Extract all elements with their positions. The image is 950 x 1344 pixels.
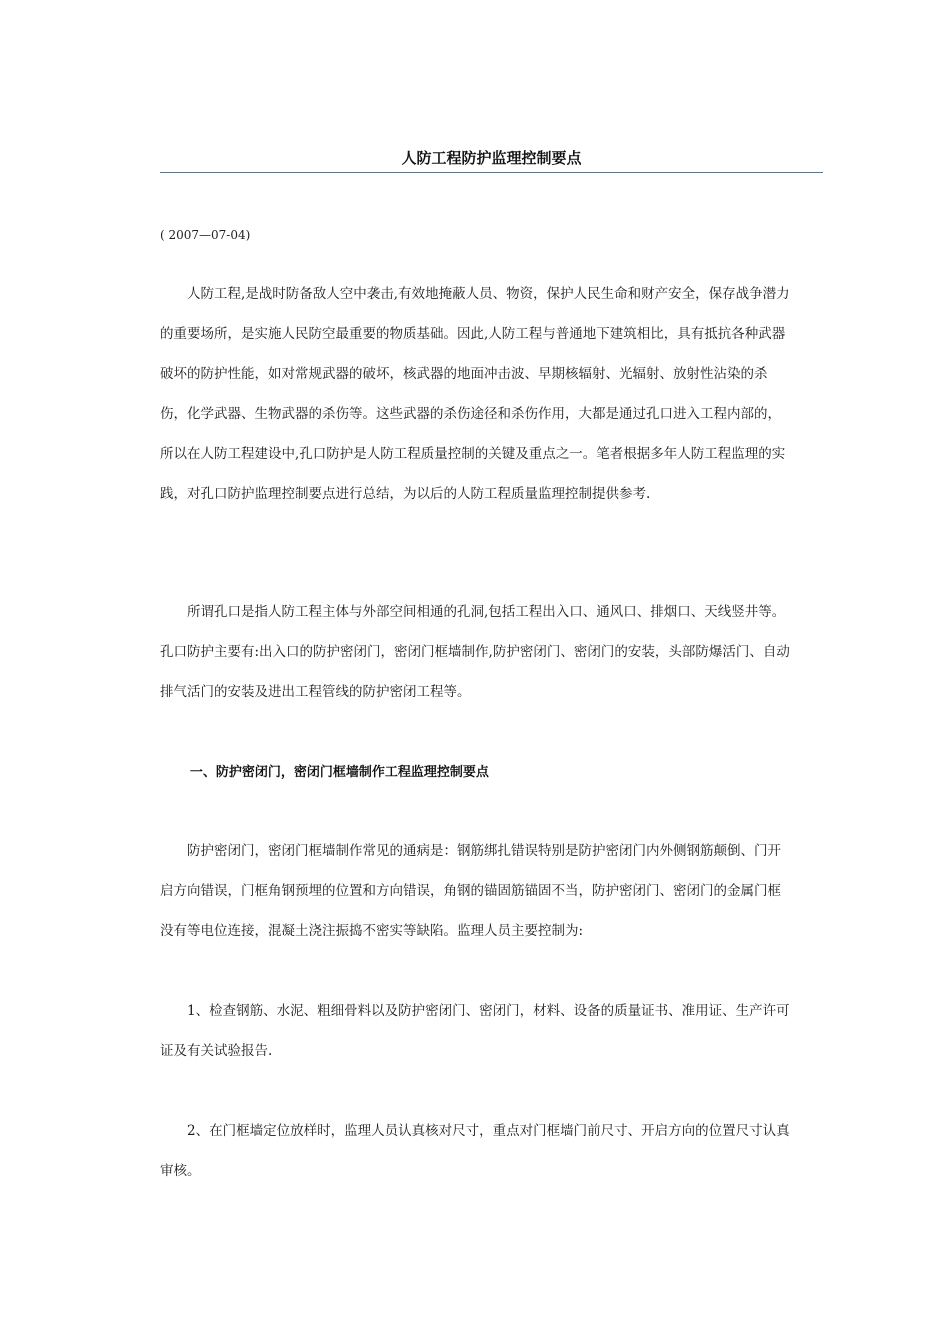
publish-date: ( 2007—07-04) [160,228,251,242]
document-title: 人防工程防护监理控制要点 [401,149,582,167]
section-heading: 一、防护密闭门，密闭门框墙制作工程监理控制要点 [189,765,489,780]
list-item-2: 2、在门框墙定位放样时，监理人员认真核对尺寸，重点对门框墙门前尺寸、开启方向的位置尺寸认真审核。 [160,1123,790,1179]
list-item-1: 1、检查钢筋、水泥、粗细骨料以及防护密闭门、密闭门，材料、设备的质量证书、准用证、生产许可证及有关试验报告. [160,1003,790,1059]
section-body-paragraph: 防护密闭门，密闭门框墙制作常见的通病是：钢筋绑扎错误特别是防护密闭门内外侧钢筋颠倒、门开启方向错误，门框角钢预埋的位置和方向错误，角钢的锚固筋锚固不当，防护密闭门、密闭门的金属门框没有等电位连接，混凝土浇注振捣不密实等缺陷。监理人员主要控制为: [160,843,781,939]
title-underline [160,172,823,173]
definition-paragraph: 所谓孔口是指人防工程主体与外部空间相通的孔洞,包括工程出入口、通风口、排烟口、天线竖井等。孔口防护主要有:出入口的防护密闭门，密闭门框墙制作,防护密闭门、密闭门的安装，头部防爆活门、自动排气活门的安装及进出工程管线的防护密闭工程等。 [160,604,790,700]
intro-paragraph: 人防工程,是战时防备敌人空中袭击,有效地掩蔽人员、物资，保护人民生命和财产安全，保存战争潜力的重要场所，是实施人民防空最重要的物质基础。因此,人防工程与普通地下建筑相比，具有抵抗各种武器破坏的防护性能，如对常规武器的破坏，核武器的地面冲击波、早期核辐射、光辐射、放射性沾染的杀伤，化学武器、生物武器的杀伤等。这些武器的杀伤途径和杀伤作用，大都是通过孔口进入工程内部的，所以在人防工程建设中,孔口防护是人防工程质量控制的关键及重点之一。笔者根据多年人防工程监理的实践，对孔口防护监理控制要点进行总结，为以后的人防工程质量监理控制提供参考. [160,286,790,502]
